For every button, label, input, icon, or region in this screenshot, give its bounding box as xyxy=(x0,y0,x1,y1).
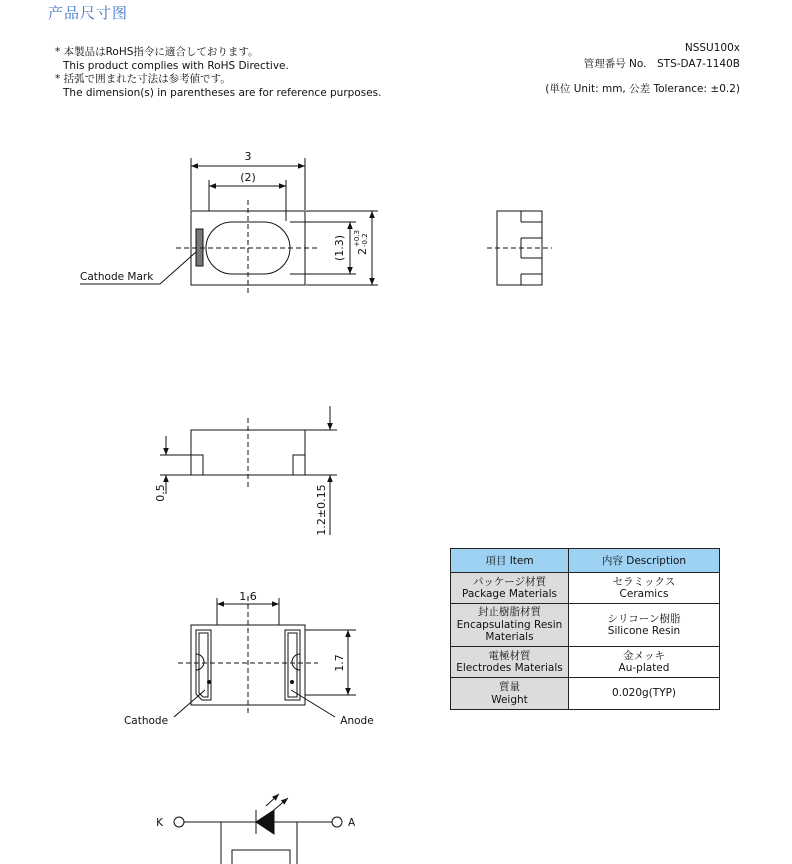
label-total-height: 1.2±0.15 xyxy=(315,484,328,536)
row-desc-en: Ceramics xyxy=(619,588,669,600)
header-item: 項目 Item xyxy=(451,549,569,573)
label-height-tol-plus: +0.3 xyxy=(353,230,361,247)
row-item-jp: パッケージ材質 xyxy=(472,575,547,588)
label-height-tol-minus: -0.2 xyxy=(361,233,369,247)
doc-number: 管理番号 No. STS-DA7-1140B xyxy=(583,58,740,70)
label-width-3: 3 xyxy=(244,150,252,163)
material-spec-table xyxy=(450,548,720,710)
row-desc-en: 0.020g(TYP) xyxy=(611,687,677,700)
note-line-3: * 括弧で囲まれた寸法は参考値です。 xyxy=(55,73,231,85)
header-description: 内容 Description xyxy=(569,549,720,573)
table-row xyxy=(451,573,720,604)
cathode-pad-leader xyxy=(174,690,205,717)
label-pad-height: 0.5 xyxy=(154,484,167,502)
label-k: K xyxy=(156,817,163,829)
row-item-en: Package Materials xyxy=(462,588,557,600)
front-view-pad-right xyxy=(293,455,305,475)
label-inner-width: (2) xyxy=(240,171,256,184)
terminal-a xyxy=(332,817,342,827)
row-item-en: Encapsulating Resin xyxy=(456,618,563,631)
table-row xyxy=(451,604,720,647)
label-bottom-height: 1.7 xyxy=(333,654,346,672)
bottom-view xyxy=(174,596,356,717)
led-circuit-symbol xyxy=(174,794,342,864)
page-title: 产品尺寸图 xyxy=(48,4,129,22)
note-line-1: * 本製品はRoHS指令に適合しております。 xyxy=(55,46,259,58)
front-view xyxy=(160,406,337,535)
end-view xyxy=(487,211,552,285)
anode-pad-leader xyxy=(291,690,335,717)
label-inner-height: (1.3) xyxy=(333,234,346,262)
table-row xyxy=(451,678,720,710)
row-desc-en: Silicone Resin xyxy=(607,625,681,637)
row-item-en: Weight xyxy=(491,693,528,706)
label-cathode: Cathode xyxy=(123,715,169,727)
row-item-en-2: Materials xyxy=(485,631,534,644)
label-height-2: 2 xyxy=(356,248,369,255)
light-arrow-1 xyxy=(266,794,279,806)
row-item-jp: 封止樹脂材質 xyxy=(478,606,541,619)
row-desc-jp: 金メッキ xyxy=(623,649,665,662)
row-item-en: Electrodes Materials xyxy=(456,662,563,674)
table-header-row xyxy=(451,549,720,573)
cathode-mark-label: Cathode Mark xyxy=(80,271,154,283)
row-item-jp: 質量 xyxy=(499,681,520,693)
note-line-4: The dimension(s) in parentheses are for reference purposes. xyxy=(63,86,382,99)
row-desc-jp: セラミックス xyxy=(612,575,676,588)
row-desc-en: Au-plated xyxy=(618,662,670,674)
diode-triangle xyxy=(256,810,274,834)
note-line-2: This product complies with RoHS Directive. xyxy=(63,59,289,72)
table-row xyxy=(451,647,720,678)
label-anode: Anode xyxy=(340,715,374,727)
label-a: A xyxy=(348,817,356,829)
terminal-k xyxy=(174,817,184,827)
light-arrow-2 xyxy=(274,798,288,810)
row-item-jp: 電極材質 xyxy=(488,649,531,662)
front-view-pad-left xyxy=(191,455,203,475)
part-number: NSSU100x xyxy=(684,42,740,54)
label-pitch: 1.6 xyxy=(239,590,257,603)
row-desc-jp: シリコーン樹脂 xyxy=(607,612,681,625)
unit-tolerance-note: (単位 Unit: mm, 公差 Tolerance: ±0.2) xyxy=(545,83,740,95)
